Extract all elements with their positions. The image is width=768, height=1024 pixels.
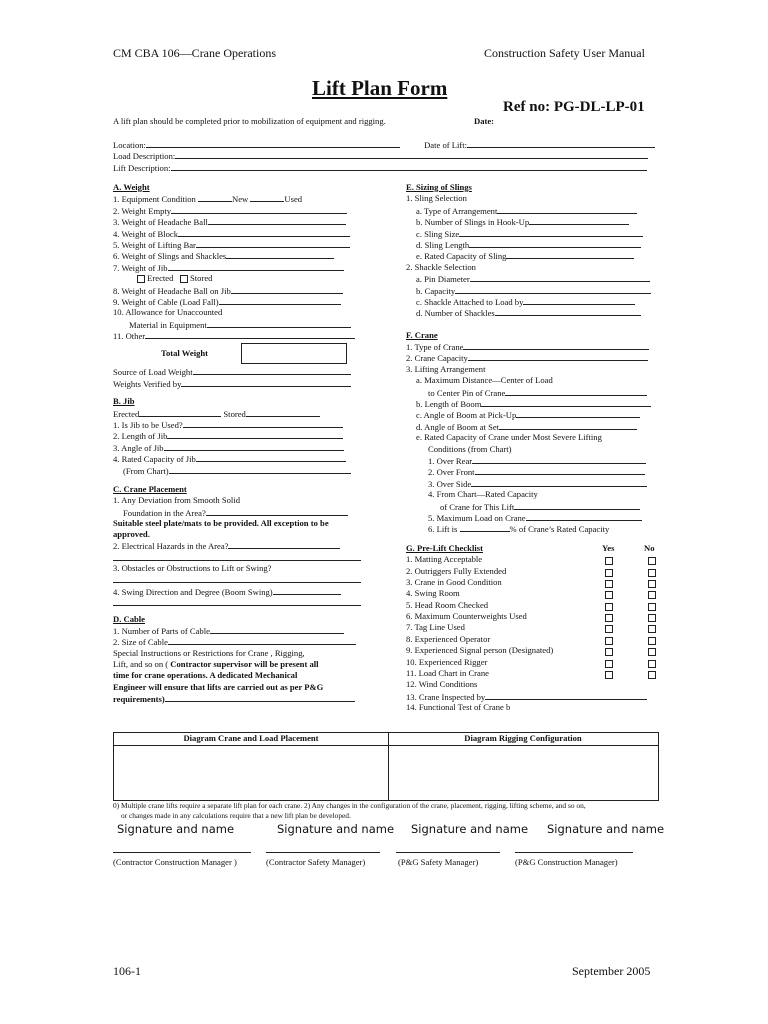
diagram-rigging-header: Diagram Rigging Configuration bbox=[464, 733, 582, 743]
steel-plate-note: Suitable steel plate/mats to be provided. All exception to be approved. bbox=[113, 518, 329, 540]
deviation-label: 1. Any Deviation from Smooth Solid bbox=[113, 495, 240, 506]
used-field[interactable] bbox=[250, 193, 284, 202]
boom-angle-pickup-label: c. Angle of Boom at Pick-Up bbox=[416, 410, 517, 421]
checklist-item-label: 8. Experienced Operator bbox=[406, 633, 491, 644]
placement-heading: C. Crane Placement bbox=[113, 483, 187, 494]
role-contractor-safety: (Contractor Safety Manager) bbox=[266, 857, 366, 867]
special-instructions-label: Special Instructions or Restrictions for Crane , Rigging, bbox=[113, 647, 305, 658]
signature-label-1: Signature and name bbox=[117, 822, 235, 836]
lift-description-label: Lift Description: bbox=[113, 162, 171, 173]
lift-description-field[interactable] bbox=[171, 162, 647, 171]
stored-checkbox[interactable] bbox=[180, 275, 188, 283]
cable-parts-label: 1. Number of Parts of Cable bbox=[113, 625, 210, 636]
verified-field[interactable] bbox=[181, 378, 351, 387]
checklist-item bbox=[406, 622, 658, 633]
sling-size-label: c. Sling Size bbox=[416, 228, 460, 239]
signature-line-4[interactable] bbox=[515, 852, 633, 853]
signature-line-1[interactable] bbox=[113, 852, 251, 853]
checklist-header bbox=[406, 543, 658, 554]
no-checkbox[interactable] bbox=[648, 625, 656, 633]
over-front-field[interactable] bbox=[475, 466, 645, 475]
weight-cable-label: 9. Weight of Cable (Load Fall) bbox=[113, 296, 219, 307]
foundation-field[interactable] bbox=[206, 507, 348, 516]
load-description-field[interactable] bbox=[175, 150, 648, 159]
right-column bbox=[406, 182, 658, 714]
no-checkbox[interactable] bbox=[648, 580, 656, 588]
checklist-item-label: 7. Tag Line Used bbox=[406, 622, 465, 633]
crane-capacity-field[interactable] bbox=[468, 352, 648, 361]
no-checkbox[interactable] bbox=[648, 603, 656, 611]
jib-capacity-label: 4. Rated Capacity of Jib bbox=[113, 454, 196, 465]
special-instructions-label-2: Lift, and so on ( bbox=[113, 659, 169, 670]
header-left: CM CBA 106—Crane Operations bbox=[113, 46, 276, 60]
date-of-lift-label: Date of Lift: bbox=[424, 140, 468, 150]
over-side-field[interactable] bbox=[471, 478, 647, 487]
jib-from-chart-label: (From Chart) bbox=[123, 465, 169, 476]
role-pg-construction: (P&G Construction Manager) bbox=[515, 857, 618, 867]
no-checkbox[interactable] bbox=[648, 648, 656, 656]
checklist-item-label: 1. Matting Acceptable bbox=[406, 554, 483, 565]
shackle-capacity-field[interactable] bbox=[455, 285, 651, 294]
max-load-label: 5. Maximum Load on Crane bbox=[428, 512, 526, 523]
sling-length-field[interactable] bbox=[469, 239, 641, 248]
no-checkbox[interactable] bbox=[648, 614, 656, 622]
diagram-crane-load-header: Diagram Crane and Load Placement bbox=[183, 733, 319, 743]
stored-label: Stored bbox=[190, 273, 213, 284]
crane-this-lift-label: of Crane for This Lift bbox=[440, 501, 515, 512]
yes-checkbox[interactable] bbox=[605, 580, 613, 588]
swing-field[interactable] bbox=[273, 586, 341, 595]
weight-empty-label: 2. Weight Empty bbox=[113, 205, 172, 216]
boom-length-field[interactable] bbox=[481, 398, 651, 407]
verified-label: Weights Verified by bbox=[113, 378, 182, 389]
new-field[interactable] bbox=[198, 193, 232, 202]
over-side-label: 3. Over Side bbox=[428, 478, 472, 489]
over-front-label: 2. Over Front bbox=[428, 467, 475, 478]
cable-heading: D. Cable bbox=[113, 613, 145, 624]
no-column-label: No bbox=[644, 542, 655, 553]
weight-jib-field[interactable] bbox=[168, 262, 344, 271]
crane-inspected-label: 13. Crane Inspected by bbox=[406, 691, 486, 702]
checklist-item-label: 11. Load Chart in Crane bbox=[406, 668, 489, 679]
footnote-line-2: or changes made in any calculations require that a new lift plan be developed. bbox=[121, 810, 351, 820]
yes-checkbox[interactable] bbox=[605, 591, 613, 599]
checklist-item-label: 9. Experienced Signal person (Designated) bbox=[406, 645, 554, 656]
no-checkbox[interactable] bbox=[648, 637, 656, 645]
checklist-item bbox=[406, 600, 658, 611]
jib-used-label: 1. Is Jib to be Used? bbox=[113, 420, 183, 431]
weight-slings-field[interactable] bbox=[226, 250, 334, 259]
sling-count-label: b. Number of Slings in Hook-Up bbox=[416, 217, 530, 228]
checklist-item-label: 6. Maximum Counterweights Used bbox=[406, 611, 527, 622]
sling-length-label: d. Sling Length bbox=[416, 239, 470, 250]
no-checkbox[interactable] bbox=[648, 671, 656, 679]
date-label: Date: bbox=[474, 116, 495, 126]
sling-capacity-field[interactable] bbox=[506, 250, 634, 259]
sling-selection-label: 1. Sling Selection bbox=[406, 193, 467, 204]
other-label: 11. Other bbox=[113, 331, 146, 342]
lift-percent-field[interactable] bbox=[460, 523, 510, 532]
from-chart-label: Conditions (from Chart) bbox=[428, 443, 512, 454]
obstacles-field[interactable] bbox=[113, 574, 361, 583]
allowance-label: 10. Allowance for Unaccounted bbox=[113, 307, 223, 318]
swing-field-2[interactable] bbox=[113, 597, 361, 606]
role-pg-safety: (P&G Safety Manager) bbox=[398, 857, 479, 867]
weight-heading: A. Weight bbox=[113, 182, 150, 192]
jib-stored-label: Stored bbox=[223, 408, 246, 419]
checklist-item-label: 3. Crane in Good Condition bbox=[406, 576, 502, 587]
electrical-field-2[interactable] bbox=[113, 552, 361, 561]
source-field[interactable] bbox=[193, 366, 351, 375]
jib-stored-field[interactable] bbox=[246, 408, 320, 417]
special-instructions-field[interactable] bbox=[165, 693, 355, 702]
yes-checkbox[interactable] bbox=[605, 603, 613, 611]
jib-length-label: 2. Length of Jib bbox=[113, 431, 168, 442]
weight-slings-label: 6. Weight of Slings and Shackles bbox=[113, 251, 227, 262]
checklist-item-label: 2. Outriggers Fully Extended bbox=[406, 565, 507, 576]
role-contractor-construction: (Contractor Construction Manager ) bbox=[113, 857, 237, 867]
mechanical-note: time for crane operations. A dedicated Mechanical bbox=[113, 670, 298, 681]
left-column bbox=[113, 182, 368, 705]
obstacles-label: 3. Obstacles or Obstructions to Lift or Swing? bbox=[113, 562, 272, 573]
total-weight-label: Total Weight bbox=[161, 348, 209, 359]
lifting-arrangement-label: 3. Lifting Arrangement bbox=[406, 363, 486, 374]
pin-diameter-label: a. Pin Diameter bbox=[416, 274, 470, 285]
center-pin-label: to Center Pin of Crane bbox=[428, 387, 506, 398]
cable-size-label: 2. Size of Cable bbox=[113, 637, 168, 648]
other-field[interactable] bbox=[145, 330, 355, 339]
checklist-item bbox=[406, 577, 658, 588]
erected-checkbox[interactable] bbox=[137, 275, 145, 283]
checklist-item bbox=[406, 634, 658, 645]
checklist-item bbox=[406, 668, 658, 679]
lift-is-label: 6. Lift is bbox=[428, 524, 458, 535]
over-rear-label: 1. Over Rear bbox=[428, 455, 473, 466]
sling-size-field[interactable] bbox=[459, 228, 643, 237]
weight-lifting-bar-label: 5. Weight of Lifting Bar bbox=[113, 239, 196, 250]
no-checkbox[interactable] bbox=[648, 569, 656, 577]
yes-checkbox[interactable] bbox=[605, 557, 613, 565]
header-right: Construction Safety User Manual bbox=[484, 46, 645, 60]
checklist-item bbox=[406, 566, 658, 577]
shackle-attached-label: c. Shackle Attached to Load by bbox=[416, 296, 524, 307]
diagram-table bbox=[113, 732, 659, 801]
functional-test-label: 14. Functional Test of Crane b bbox=[406, 702, 511, 713]
checklist-item bbox=[406, 657, 658, 668]
sling-count-field[interactable] bbox=[529, 216, 629, 225]
intro-text: A lift plan should be completed prior to mobilization of equipment and rigging. bbox=[113, 116, 386, 126]
weight-ball-jib-label: 8. Weight of Headache Ball on Jib bbox=[113, 285, 231, 296]
engineer-note: Engineer will ensure that lifts are carried out as per P&G bbox=[113, 681, 324, 692]
supervisor-note: Contractor supervisor will be present all bbox=[170, 659, 319, 670]
electrical-field[interactable] bbox=[228, 540, 340, 549]
sling-arrangement-label: a. Type of Arrangement bbox=[416, 205, 498, 216]
cable-parts-field[interactable] bbox=[210, 625, 344, 634]
yes-column-label: Yes bbox=[602, 542, 615, 553]
yes-checkbox[interactable] bbox=[605, 671, 613, 679]
slings-heading: E. Sizing of Slings bbox=[406, 182, 472, 192]
equip-condition-label: 1. Equipment Condition bbox=[113, 194, 196, 205]
boom-angle-set-label: d. Angle of Boom at Set bbox=[416, 421, 500, 432]
signature-label-3: Signature and name bbox=[411, 822, 529, 836]
weight-ball-jib-field[interactable] bbox=[231, 285, 343, 294]
foundation-label: Foundation in the Area? bbox=[123, 507, 206, 518]
date-of-lift-field[interactable] bbox=[467, 139, 655, 148]
yes-checkbox[interactable] bbox=[605, 614, 613, 622]
location-field[interactable] bbox=[146, 139, 400, 148]
jib-angle-field[interactable] bbox=[164, 442, 344, 451]
checklist-item bbox=[406, 588, 658, 599]
jib-erected-label: Erected bbox=[113, 408, 140, 419]
over-rear-field[interactable] bbox=[472, 455, 646, 464]
total-weight-box[interactable] bbox=[241, 343, 347, 364]
sling-capacity-label: e. Rated Capacity of Sling bbox=[416, 251, 507, 262]
yes-checkbox[interactable] bbox=[605, 660, 613, 668]
crane-this-lift-field[interactable] bbox=[514, 501, 640, 510]
weight-block-label: 4. Weight of Block bbox=[113, 228, 179, 239]
boom-angle-pickup-field[interactable] bbox=[516, 409, 640, 418]
rated-capacity-label: e. Rated Capacity of Crane under Most Severe Lifting bbox=[416, 432, 602, 443]
total-weight-row bbox=[113, 341, 368, 366]
sling-arrangement-field[interactable] bbox=[497, 205, 637, 214]
no-checkbox[interactable] bbox=[648, 557, 656, 565]
max-load-field[interactable] bbox=[526, 512, 642, 521]
wind-conditions-label: 12. Wind Conditions bbox=[406, 679, 478, 690]
crane-type-field[interactable] bbox=[463, 341, 649, 350]
shackle-capacity-label: b. Capacity bbox=[416, 285, 456, 296]
checklist-items bbox=[406, 554, 658, 679]
material-field[interactable] bbox=[207, 319, 351, 328]
signature-line-2[interactable] bbox=[266, 852, 380, 853]
checklist-item-label: 10. Experienced Rigger bbox=[406, 656, 488, 667]
jib-angle-label: 3. Angle of Jib bbox=[113, 442, 164, 453]
used-label: Used bbox=[284, 194, 303, 205]
weight-empty-field[interactable] bbox=[171, 205, 347, 214]
diagram-crane-load-area[interactable] bbox=[115, 747, 387, 799]
yes-checkbox[interactable] bbox=[605, 569, 613, 577]
max-distance-label: a. Maximum Distance—Center of Load bbox=[416, 375, 553, 386]
chart-capacity-label: 4. From Chart—Rated Capacity bbox=[428, 489, 538, 500]
crane-type-label: 1. Type of Crane bbox=[406, 342, 464, 353]
jib-from-chart-field[interactable] bbox=[169, 465, 351, 474]
signature-label-2: Signature and name bbox=[277, 822, 395, 836]
footer-date: September 2005 bbox=[572, 964, 651, 978]
crane-capacity-label: 2. Crane Capacity bbox=[406, 353, 468, 364]
rated-capacity-percent-label: % of Crane’s Rated Capacity bbox=[509, 524, 610, 535]
general-fields bbox=[113, 139, 658, 173]
checklist-item bbox=[406, 645, 658, 656]
load-description-label: Load Description: bbox=[113, 151, 176, 162]
center-pin-field[interactable] bbox=[505, 387, 647, 396]
yes-checkbox[interactable] bbox=[605, 648, 613, 656]
footnote bbox=[113, 801, 586, 820]
no-checkbox[interactable] bbox=[648, 591, 656, 599]
signature-line-3[interactable] bbox=[396, 852, 500, 853]
material-label: Material in Equipment bbox=[129, 319, 207, 330]
jib-heading: B. Jib bbox=[113, 396, 135, 407]
yes-checkbox[interactable] bbox=[605, 637, 613, 645]
location-label: Location: bbox=[113, 140, 146, 150]
shackle-count-label: d. Number of Shackles bbox=[416, 308, 495, 319]
weight-jib-label: 7. Weight of Jib bbox=[113, 262, 168, 273]
no-checkbox[interactable] bbox=[648, 660, 656, 668]
crane-heading: F. Crane bbox=[406, 329, 438, 340]
pin-diameter-field[interactable] bbox=[470, 273, 650, 282]
cable-size-field[interactable] bbox=[168, 636, 356, 645]
source-label: Source of Load Weight bbox=[113, 367, 193, 378]
checklist-heading: G. Pre-Lift Checklist bbox=[406, 542, 483, 553]
jib-used-field[interactable] bbox=[183, 419, 343, 428]
swing-label: 4. Swing Direction and Degree (Boom Swing) bbox=[113, 586, 273, 597]
jib-capacity-field[interactable] bbox=[196, 453, 346, 462]
shackle-selection-label: 2. Shackle Selection bbox=[406, 261, 476, 272]
checklist-item-label: 5. Head Room Checked bbox=[406, 599, 489, 610]
weight-headache-ball-label: 3. Weight of Headache Ball bbox=[113, 217, 208, 228]
weight-lifting-bar-field[interactable] bbox=[196, 239, 350, 248]
crane-inspected-field[interactable] bbox=[485, 691, 647, 700]
boom-length-label: b. Length of Boom bbox=[416, 399, 482, 410]
boom-angle-set-field[interactable] bbox=[499, 421, 637, 430]
requirements-note: requirements) bbox=[113, 694, 165, 705]
diagram-rigging-area[interactable] bbox=[390, 747, 657, 799]
checklist-item-label: 4. Swing Room bbox=[406, 588, 460, 599]
jib-erected-field[interactable] bbox=[139, 408, 221, 417]
new-label: New bbox=[232, 194, 249, 205]
weight-headache-ball-field[interactable] bbox=[208, 216, 346, 225]
footnote-line-1: 0) Multiple crane lifts require a separate lift plan for each crane. 2) Any changes in the configuration of the crane, placement, rigging, lifting scheme, and so on, bbox=[113, 801, 586, 810]
weight-block-field[interactable] bbox=[178, 228, 350, 237]
checklist-item bbox=[406, 554, 658, 565]
signature-label-4: Signature and name bbox=[547, 822, 665, 836]
page-number: 106-1 bbox=[113, 964, 141, 978]
jib-length-field[interactable] bbox=[167, 430, 343, 439]
ref-number: Ref no: PG-DL-LP-01 bbox=[503, 99, 645, 115]
erected-label: Erected bbox=[147, 273, 174, 284]
checklist-item bbox=[406, 611, 658, 622]
yes-checkbox[interactable] bbox=[605, 625, 613, 633]
electrical-label: 2. Electrical Hazards in the Area? bbox=[113, 541, 229, 552]
page-title: Lift Plan Form bbox=[312, 76, 448, 100]
shackle-attached-field[interactable] bbox=[523, 296, 635, 305]
shackle-count-field[interactable] bbox=[495, 307, 641, 316]
weight-cable-field[interactable] bbox=[219, 296, 341, 305]
